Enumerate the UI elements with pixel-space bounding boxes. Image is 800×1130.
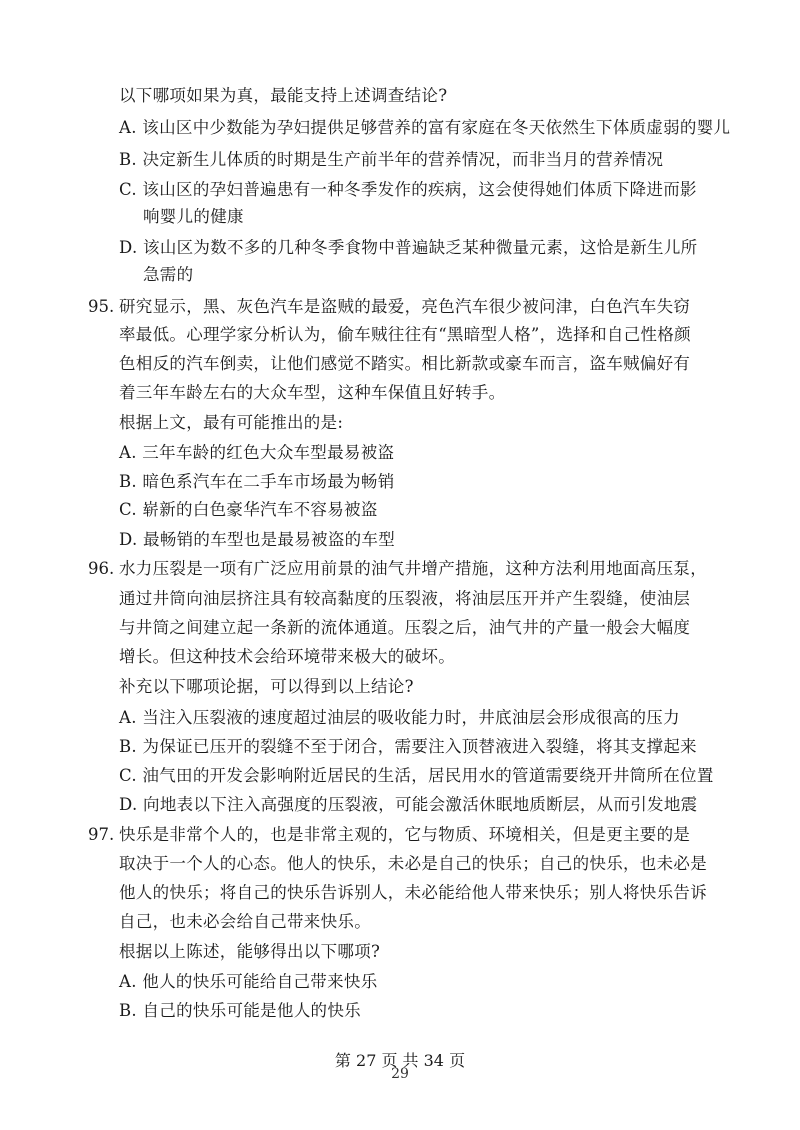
question-95-option-b: B. 暗色系汽车在二手车市场最为畅销 — [119, 472, 395, 491]
option-c: C. 该山区的孕妇普遍患有一种冬季发作的疾病，这会使得她们体质下降进而影 — [119, 180, 697, 199]
page-indicator: 第 27 页 共 34 页 — [334, 1051, 466, 1070]
question-95-stem-line-3: 色相反的汽车倒卖，让他们感觉不踏实。相比新款或豪车而言，盗车贼偏好有 — [119, 354, 691, 373]
question-96-stem-line-3: 与井筒之间建立起一条新的流体通道。压裂之后，油气井的产量一般会大幅度 — [119, 618, 691, 637]
option-b: B. 决定新生儿体质的时期是生产前半年的营养情况，而非当月的营养情况 — [119, 150, 664, 169]
question-96-option-c: C. 油气田的开发会影响附近居民的生活，居民用水的管道需要绕开井筒所在位置 — [119, 766, 714, 785]
question-96-stem-line-2: 通过井筒向油层挤注具有较高黏度的压裂液，将油层压开并产生裂缝，使油层 — [119, 589, 691, 608]
question-97-stem-line-3: 他人的快乐；将自己的快乐告诉别人，未必能给他人带来快乐；别人将快乐告诉 — [119, 883, 707, 902]
question-95-stem-line-4: 着三年车龄左右的大众车型，这种车保值且好转手。 — [119, 383, 506, 402]
question-95-option-a: A. 三年车龄的红色大众车型最易被盗 — [119, 443, 395, 462]
question-95-option-c: C. 崭新的白色豪华汽车不容易被盗 — [119, 500, 378, 519]
question-prompt: 以下哪项如果为真，最能支持上述调查结论? — [119, 86, 448, 105]
question-97-option-b: B. 自己的快乐可能是他人的快乐 — [119, 1001, 361, 1020]
question-number-96: 96. — [88, 559, 115, 578]
question-number-95: 95. — [88, 297, 115, 316]
question-number-97: 97. — [88, 825, 115, 844]
question-96-prompt: 补充以下哪项论据，可以得到以上结论? — [119, 677, 414, 696]
question-95-prompt: 根据上文，最有可能推出的是: — [119, 413, 344, 432]
question-97-stem-line-2: 取决于一个人的心态。他人的快乐，未必是自己的快乐；自己的快乐，也未必是 — [119, 854, 707, 873]
question-95-stem-line-2: 率最低。心理学家分析认为，偷车贼往往有“黑暗型人格”，选择和自己性格颜 — [119, 325, 691, 344]
question-97-stem-line-4: 自己，也未必会给自己带来快乐。 — [119, 912, 371, 931]
question-95-stem-line-1: 研究显示，黑、灰色汽车是盗贼的最爱，亮色汽车很少被问津，白色汽车失窃 — [119, 297, 691, 316]
question-96-option-b: B. 为保证已压开的裂缝不至于闭合，需要注入顶替液进入裂缝，将其支撑起来 — [119, 737, 697, 756]
question-97-stem-line-1: 快乐是非常个人的，也是非常主观的，它与物质、环境相关，但是更主要的是 — [119, 825, 691, 844]
question-96-option-d: D. 向地表以下注入高强度的压裂液，可能会激活休眠地质断层，从而引发地震 — [119, 795, 698, 814]
option-c-continued: 响婴儿的健康 — [143, 207, 244, 226]
option-d-continued: 急需的 — [143, 265, 194, 284]
option-d: D. 该山区为数不多的几种冬季食物中普遍缺乏某种微量元素，这恰是新生儿所 — [119, 238, 698, 257]
option-a: A. 该山区中少数能为孕妇提供足够营养的富有家庭在冬天依然生下体质虚弱的婴儿 — [119, 118, 731, 137]
question-96-option-a: A. 当注入压裂液的速度超过油层的吸收能力时，井底油层会形成很高的压力 — [119, 708, 680, 727]
question-95-option-d: D. 最畅销的车型也是最易被盗的车型 — [119, 530, 396, 549]
question-96-stem-line-1: 水力压裂是一项有广泛应用前景的油气井增产措施，这种方法利用地面高压泵， — [119, 559, 707, 578]
question-97-prompt: 根据以上陈述，能够得出以下哪项? — [119, 942, 381, 961]
scan-page-number: 29 — [391, 1066, 409, 1082]
question-97-option-a: A. 他人的快乐可能给自己带来快乐 — [119, 972, 378, 991]
question-96-stem-line-4: 增长。但这种技术会给环境带来极大的破坏。 — [119, 647, 455, 666]
